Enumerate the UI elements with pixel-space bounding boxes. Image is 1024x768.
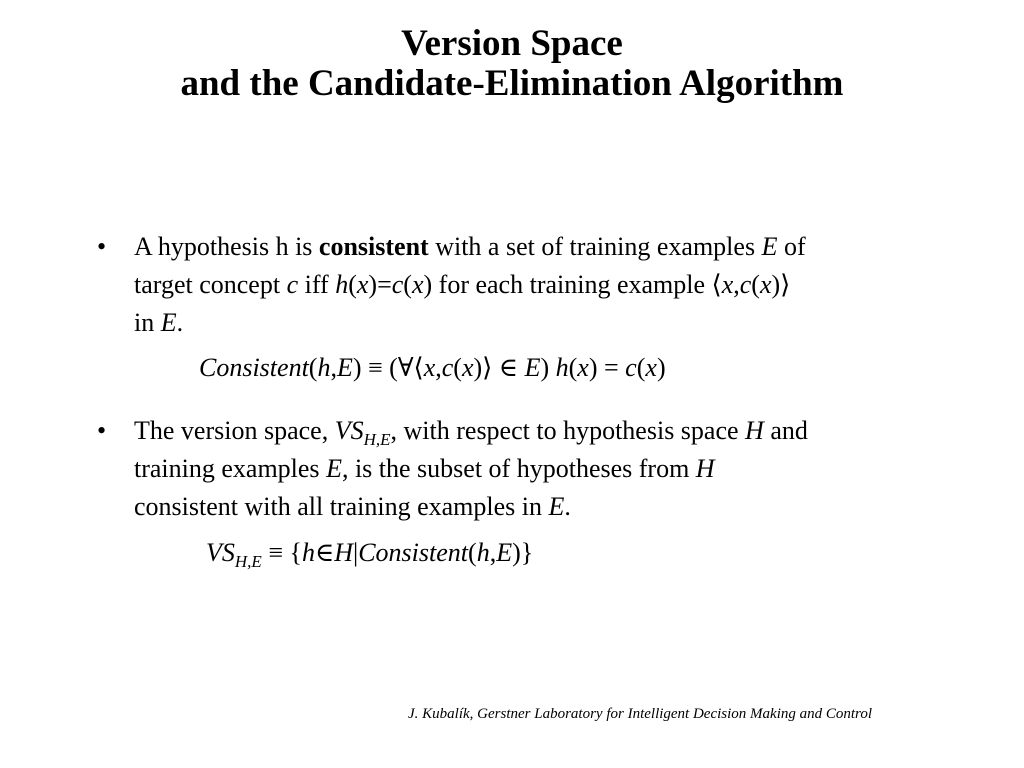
- bullet-line: training examples E, is the subset of hypotheses from H: [134, 454, 715, 483]
- bullet-marker: •: [97, 416, 107, 445]
- version-space-formula: $VS_{H,E}$ ≡ {h∈H|Consistent(h,E)}: [206, 538, 534, 571]
- bullet-line: in E.: [134, 308, 184, 337]
- bullet-line: A hypothesis h is consistent with a set of training examples E of: [134, 232, 806, 261]
- bullet-line: The version space, $VS_{H,E}$, with respect to hypothesis space H and: [134, 416, 808, 449]
- footer-credit: J. Kubalík, Gerstner Laboratory for Intelligent Decision Making and Control: [408, 706, 872, 722]
- consistent-formula: Consistent(h,E) ≡ (∀⟨x,c(x)⟩ ∈ E) h(x) = c(x): [199, 353, 666, 382]
- slide-title: [0, 24, 1024, 104]
- bullet-text: [134, 228, 964, 342]
- bullet-text: [134, 412, 964, 526]
- bullet-line: target concept c iff h(x)=c(x) for each training example ⟨x,c(x)⟩: [134, 270, 791, 299]
- bullet-marker: •: [97, 232, 107, 261]
- title-line-1: Version Space: [401, 23, 623, 64]
- title-line-2: and the Candidate-Elimination Algorithm: [180, 63, 844, 104]
- bullet-line: consistent with all training examples in E.: [134, 492, 571, 521]
